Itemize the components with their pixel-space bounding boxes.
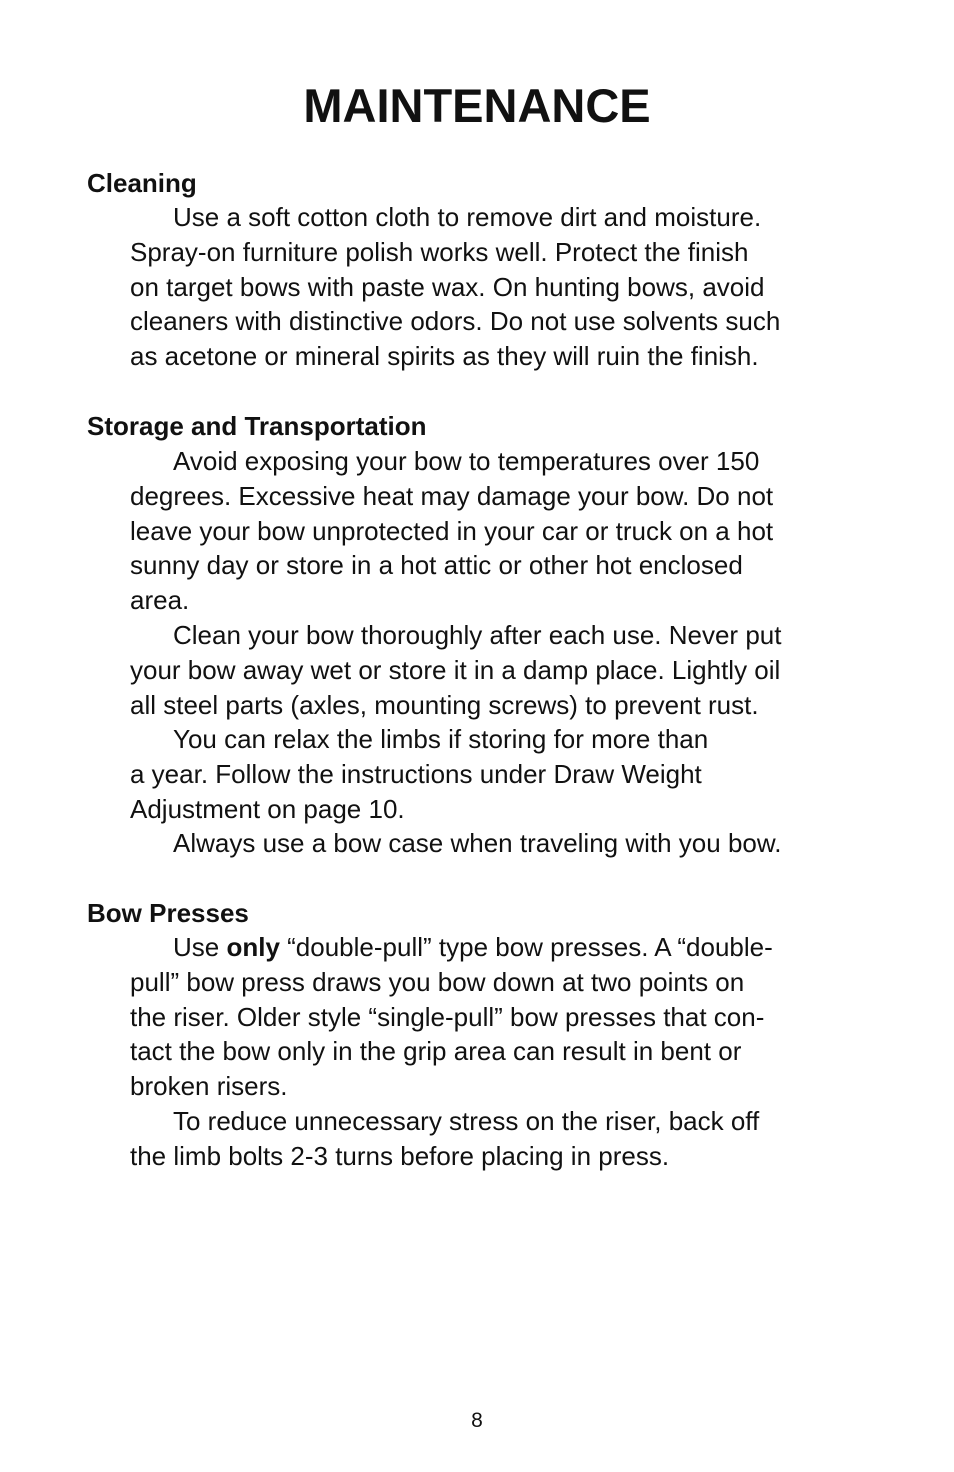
paragraph-storage-limbs xyxy=(130,722,870,826)
text-line: a year. Follow the instructions under Draw Weight xyxy=(130,758,702,789)
text-line: your bow away wet or store it in a damp place. Lightly oil xyxy=(130,654,781,685)
text-line: Avoid exposing your bow to temperatures over 150 xyxy=(173,446,760,476)
text-line: on target bows with paste wax. On hunting bows, avoid xyxy=(130,271,765,302)
emphasis-only: only xyxy=(226,932,280,962)
text-line: To reduce unnecessary stress on the riser, back off xyxy=(173,1106,760,1136)
page-title: MAINTENANCE xyxy=(303,79,651,132)
text-line: area. xyxy=(130,585,190,616)
text-line: Clean your bow thoroughly after each use. Never put xyxy=(173,620,782,650)
text-line: sunny day or store in a hot attic or other hot enclosed xyxy=(130,550,743,581)
paragraph-cleaning xyxy=(130,200,870,374)
paragraph-presses-type xyxy=(130,930,870,1104)
paragraph-presses-stress xyxy=(130,1104,870,1174)
text-line: leave your bow unprotected in your car or truck on a hot xyxy=(130,515,774,546)
section-heading-bow-presses: Bow Presses xyxy=(87,898,249,928)
text-line: broken risers. xyxy=(130,1071,288,1102)
paragraph-storage-case xyxy=(130,826,870,861)
paragraph-storage-cleaning xyxy=(130,618,870,722)
text-fragment: Use xyxy=(173,932,227,962)
text-line: as acetone or mineral spirits as they will ruin the finish. xyxy=(130,341,759,372)
text-line: tact the bow only in the grip area can result in bent or xyxy=(130,1036,742,1067)
text-line: all steel parts (axles, mounting screws) to prevent rust. xyxy=(130,689,759,720)
text-line: the limb bolts 2-3 turns before placing in press. xyxy=(130,1140,670,1171)
text-line: You can relax the limbs if storing for more than xyxy=(173,724,709,754)
text-line: Adjustment on page 10. xyxy=(130,793,405,824)
text-line: Always use a bow case when traveling with you bow. xyxy=(173,828,782,858)
page-number: 8 xyxy=(471,1409,483,1432)
text-line: Use a soft cotton cloth to remove dirt and moisture. xyxy=(173,202,762,232)
section-heading-storage: Storage and Transportation xyxy=(87,411,427,441)
text-line: Spray-on furniture polish works well. Protect the finish xyxy=(130,236,749,267)
text-line: cleaners with distinctive odors. Do not use solvents such xyxy=(130,306,781,337)
paragraph-storage-temperature xyxy=(130,444,870,618)
text-line: the riser. Older style “single-pull” bow presses that con- xyxy=(130,1001,765,1032)
text-line: pull” bow press draws you bow down at two points on xyxy=(130,966,745,997)
section-heading-cleaning: Cleaning xyxy=(87,168,197,198)
text-line: degrees. Excessive heat may damage your bow. Do not xyxy=(130,480,774,511)
text-fragment: “double-pull” type bow presses. A “double- xyxy=(279,932,773,962)
